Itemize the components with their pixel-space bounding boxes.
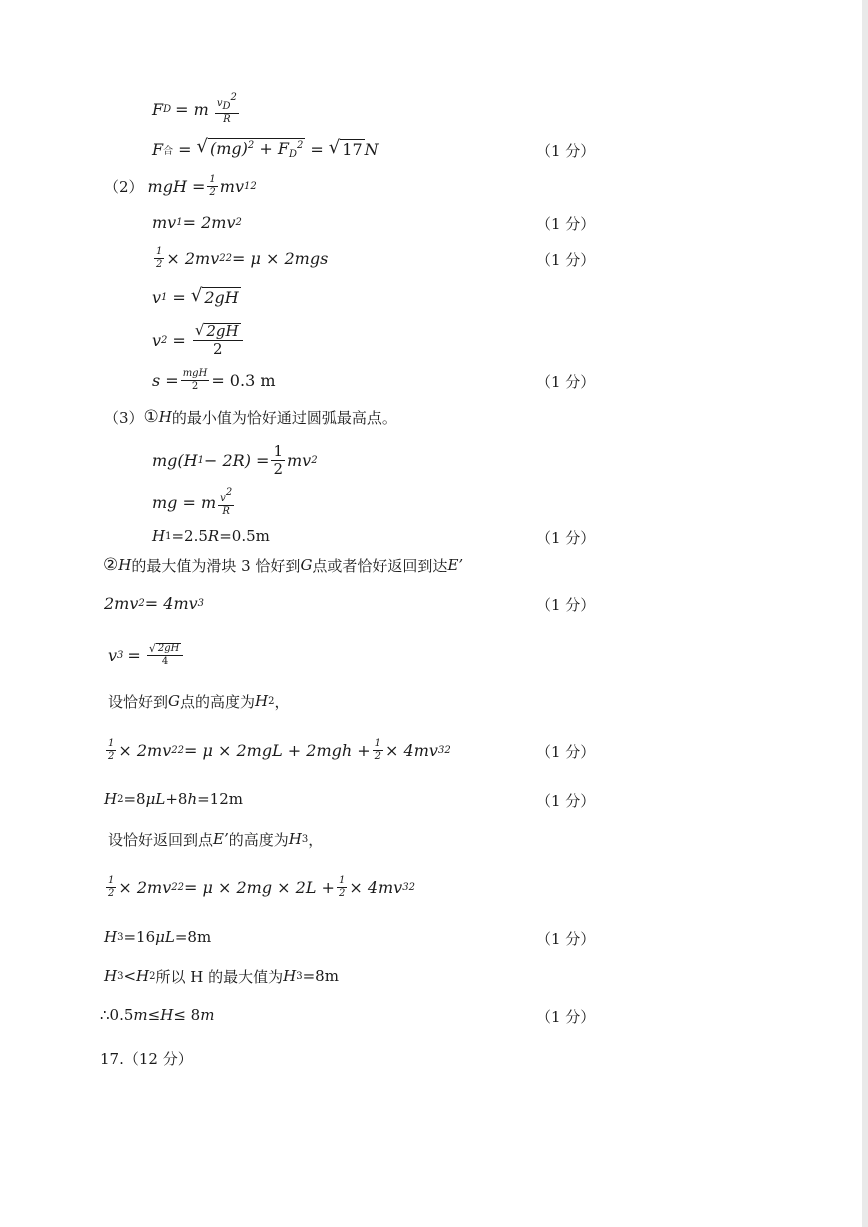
range-result: ∴0.5 m ≤ H ≤ 8 m — [100, 1006, 215, 1024]
fraction: $\frac{\text{mgH}}{2}$ — [182, 367, 208, 392]
score-mark: （1 分） — [536, 743, 596, 761]
sqrt-sign: √ 2gH — [190, 285, 239, 307]
fraction: $\frac{1}{2}$ — [273, 441, 283, 478]
fraction: $\frac{1}{2}$ — [338, 874, 346, 899]
score-mark: （1 分） — [536, 930, 596, 948]
score-mark: （1 分） — [536, 1008, 596, 1026]
sqrt-sign: √ $(mg)^2 + F_D^2$ — [196, 136, 304, 160]
fraction: $\frac{v_D^2}{R}$ — [216, 92, 237, 125]
score-mark: （1 分） — [536, 142, 596, 160]
fraction: $\frac{1}{2}$ — [108, 874, 115, 899]
part3-equation-2: mg = m $\frac{v^2}{R}$ — [152, 486, 233, 517]
part2-equation-3: $\frac{1}{2}$ × 2mv 2 2 = μ × 2mgs — [156, 245, 329, 270]
part2-equation-5: v 2 = √ 2gH 2 — [152, 320, 245, 360]
part3-equation-8: $\frac{1}{2}$ × 2mv 2 2 = μ × 2mg × 2L + $\frac{1}{2}$ × 4mv 3 2 — [108, 874, 415, 899]
page-edge-shadow — [862, 0, 868, 1227]
fraction: $\frac{1}{2}$ — [108, 737, 115, 762]
part2-equation-4: v 1 = √ 2gH — [152, 285, 239, 307]
score-mark: （1 分） — [536, 373, 596, 391]
comparison-line: H 3 < H 2 所以 H 的最大值为 H 3 =8m — [104, 967, 339, 986]
fraction: √ 2gH 4 — [147, 643, 184, 667]
part3-equation-3: H 1 =2.5 R =0.5m — [152, 527, 270, 545]
score-mark: （1 分） — [536, 251, 596, 269]
fraction: $\frac{1}{2}$ — [374, 737, 382, 762]
part3-max-intro: ② H 的最大值为滑块 3 恰好到 G 点或者恰好返回到达 E’ — [103, 555, 464, 575]
fraction: √ 2gH 2 — [193, 323, 243, 357]
fraction: $\frac{1}{2}$ — [156, 245, 163, 270]
score-mark: （1 分） — [536, 215, 596, 233]
part3-equation-9: H 3 =16 μL =8m — [104, 928, 212, 946]
set-g-height-text: 设恰好到 G 点的高度为 H 2 ， — [108, 692, 290, 711]
next-question-heading: 17.（12 分） — [100, 1049, 193, 1068]
part3-equation-4: 2mv 2 = 4mv 3 — [104, 593, 205, 613]
part2-equation-2: mv 1 = 2mv 2 — [152, 212, 242, 232]
fraction: $\frac{1}{2}$ — [209, 173, 216, 198]
score-mark: （1 分） — [536, 792, 596, 810]
score-mark: （1 分） — [536, 529, 596, 547]
part3-equation-5: v 3 = √ 2gH 4 — [108, 638, 185, 672]
part3-equation-7: H 2 =8 μL +8 h =12m — [104, 790, 243, 808]
part2-equation-6: s = $\frac{\text{mgH}}{2}$ = 0.3 m — [152, 367, 276, 392]
equation-f-total: F 合 = √ $(mg)^2 + F_D^2$ = √ 17 N — [152, 136, 379, 160]
equation-fd: F D = m $\frac{v_D^2}{R}$ — [152, 92, 237, 125]
part3-equation-6: $\frac{1}{2}$ × 2mv 2 2 = μ × 2mgL + 2mgh + $\frac{1}{2}$ × 4mv 3 2 — [108, 737, 451, 762]
set-e-height-text: 设恰好返回到点 E’ 的高度为 H 3 ， — [108, 830, 324, 849]
fraction: $\frac{v^2}{R}$ — [220, 486, 233, 517]
score-mark: （1 分） — [536, 596, 596, 614]
part3-intro: （3） ① H 的最小值为恰好通过圆弧最高点。 — [104, 407, 397, 427]
part2-equation-1: （2） mgH = $\frac{1}{2}$ mv 1 2 — [104, 173, 257, 198]
sqrt-sign: √ 17 — [328, 137, 363, 159]
part3-equation-1: mg(H 1 − 2R) = $\frac{1}{2}$ mv 2 — [152, 441, 318, 478]
